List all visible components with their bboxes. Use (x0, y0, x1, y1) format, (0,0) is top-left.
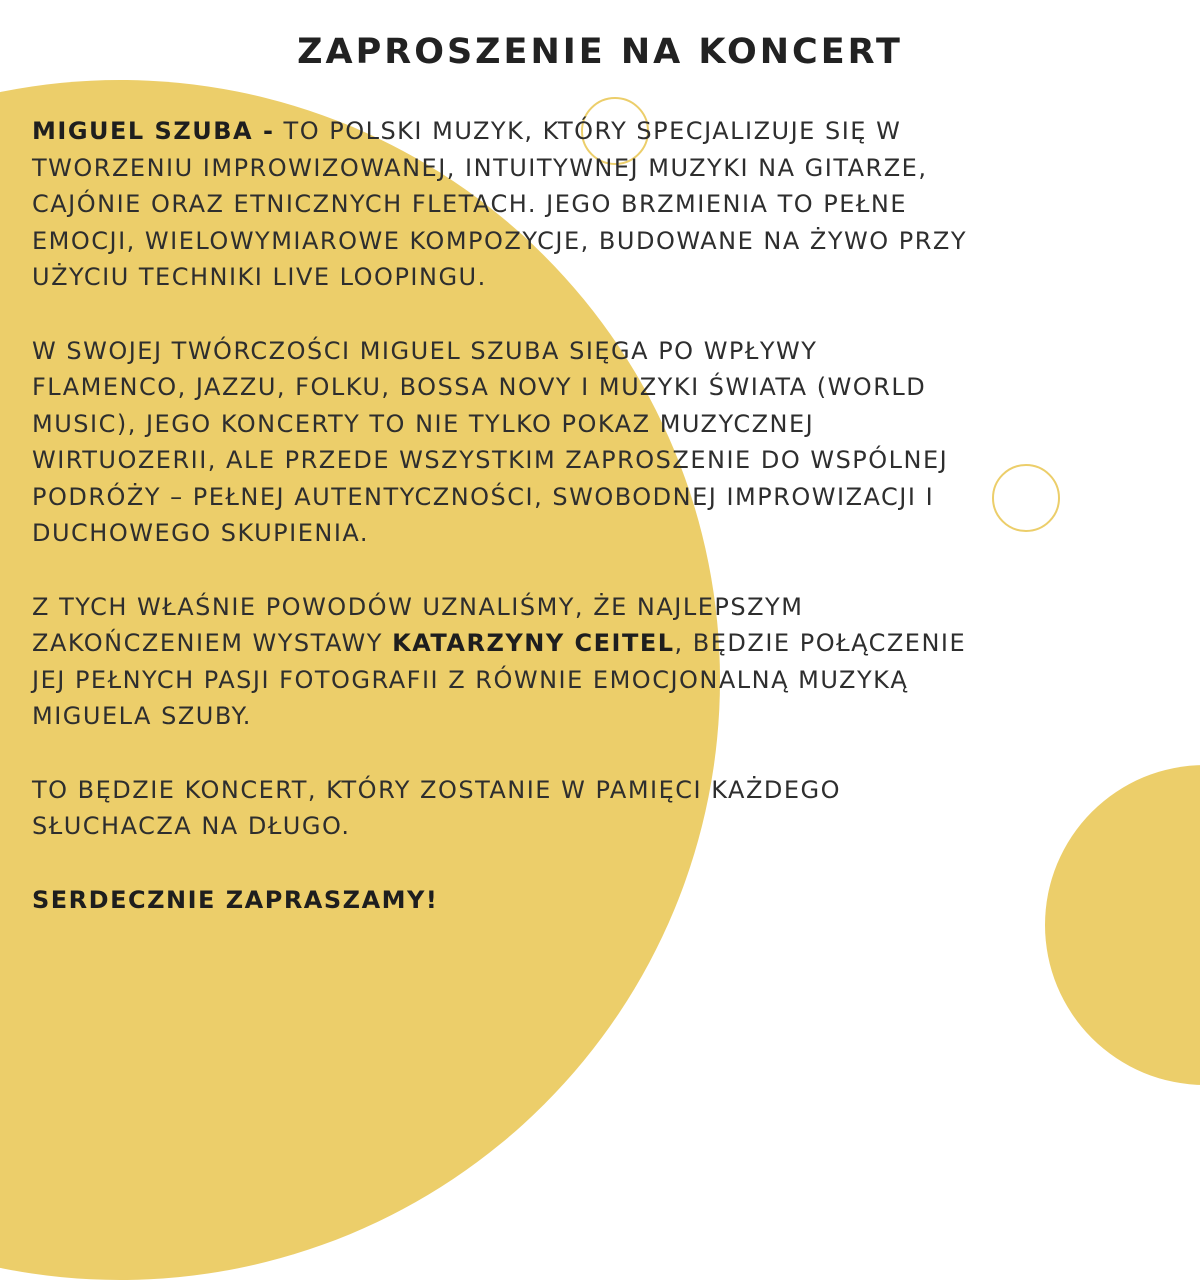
text-line: MUSIC), JEGO KONCERTY TO NIE TYLKO POKAZ MUZYCZNEJ (32, 409, 815, 438)
text-segment: TO POLSKI MUZYK, KTÓRY SPECJALIZUJE SIĘ W (274, 117, 902, 145)
text-line: CAJÓNIE ORAZ ETNICZNYCH FLETACH. JEGO BRZMIENIA TO PEŁNE (32, 190, 908, 218)
text-line: TO BĘDZIE KONCERT, KTÓRY ZOSTANIE W PAMIĘCI KAŻDEGO (32, 775, 842, 804)
text-line: PODRÓŻY – PEŁNEJ AUTENTYCZNOŚCI, SWOBODNEJ IMPROWIZACJI I (32, 482, 935, 511)
text-line: UŻYCIU TECHNIKI LIVE LOOPINGU. (32, 263, 487, 291)
paragraph-exhibition (32, 589, 1197, 735)
text-line: Z TYCH WŁAŚNIE POWODÓW UZNALIŚMY, ŻE NAJLEPSZYM (32, 592, 804, 621)
text-line: WIRTUOZERII, ALE PRZEDE WSZYSTKIM ZAPROSZENIE DO WSPÓLNEJ (32, 446, 949, 474)
text-line: EMOCJI, WIELOWYMIAROWE KOMPOZYCJE, BUDOWANE NA ŻYWO PRZY (32, 226, 968, 255)
text-segment: , BĘDZIE POŁĄCZENIE (674, 629, 967, 657)
text-line (32, 113, 1197, 150)
text-segment: ZAKOŃCZENIEM WYSTAWY (32, 629, 393, 657)
artist-name: MIGUEL SZUBA - (32, 117, 275, 145)
paragraph-influences (32, 333, 1197, 552)
text-line: TWORZENIU IMPROWIZOWANEJ, INTUITYWNEJ MUZYKI NA GITARZE, (32, 153, 928, 182)
closing-invitation: SERDECZNIE ZAPRASZAMY! (32, 885, 439, 914)
text-line: MIGUELA SZUBY. (32, 702, 252, 730)
text-line: SŁUCHACZA NA DŁUGO. (32, 812, 351, 840)
text-line: JEJ PEŁNYCH PASJI FOTOGRAFII Z RÓWNIE EMOCJONALNĄ MUZYKĄ (32, 665, 909, 694)
photographer-name: KATARZYNY CEITEL (392, 629, 675, 657)
text-line: DUCHOWEGO SKUPIENIA. (32, 519, 370, 547)
text-line (32, 625, 1197, 662)
page-title: ZAPROSZENIE NA KONCERT (297, 32, 903, 72)
text-line: W SWOJEJ TWÓRCZOŚCI MIGUEL SZUBA SIĘGA PO WPŁYWY (32, 336, 818, 365)
text-line: FLAMENCO, JAZZU, FOLKU, BOSSA NOVY I MUZYKI ŚWIATA (WORLD (32, 373, 927, 401)
invitation-body (32, 113, 1197, 918)
paragraph-memory (32, 772, 1197, 845)
paragraph-artist-intro (32, 113, 1197, 296)
